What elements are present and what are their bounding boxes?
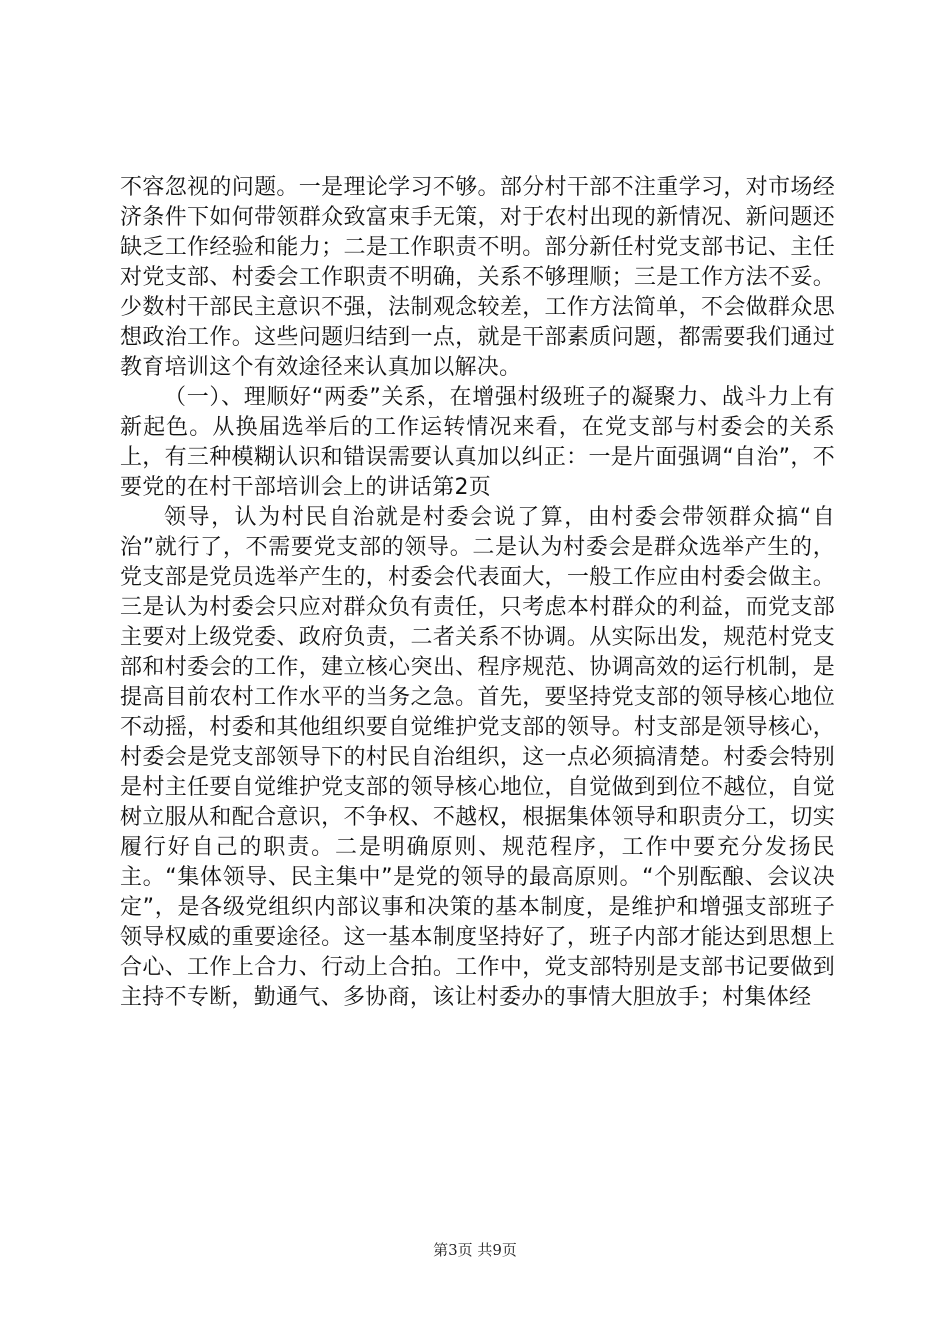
page-footer bbox=[0, 1239, 950, 1260]
paragraph-2: （一）、理顺好“两委”关系，在增强村级班子的凝聚力、战斗力上有新起色。从换届选举后的工作运转情况来看，在党支部与村委会的关系上，有三种模糊认识和错误需要认真加以纠正：一是片面强调“自治”，不要党的在村干部培训会上的讲话第2页 bbox=[120, 385, 835, 500]
paragraph-3: 领导，认为村民自治就是村委会说了算，由村委会带领群众搞“自治”就行了，不需要党支部的领导。二是认为村委会是群众选举产生的，党支部是党员选举产生的，村委会代表面大，一般工作应由村委会做主。三是认为村委会只应对群众负有责任，只考虑本村群众的利益，而党支部主要对上级党委、政府负责，二者关系不协调。从实际出发，规范村党支部和村委会的工作，建立核心突出、程序规范、协调高效的运行机制，是提高目前农村工作水平的当务之急。首先，要坚持党支部的领导核心地位不动摇，村委和其他组织要自觉维护党支部的领导。村支部是领导核心，村委会是党支部领导下的村民自治组织，这一点必须搞清楚。村委会特别是村主任要自觉维护党支部的领导核心地位，自觉做到到位不越位，自觉树立服从和配合意识，不争权、不越权，根据集体领导和职责分工，切实履行好自己的职责。二是明确原则、规范程序，工作中要充分发扬民主。“集体领导、民主集中”是党的领导的最高原则。“个别酝酿、会议决定”，是各级党组织内部议事和决策的基本制度，是维护和增强支部班子领导权威的重要途径。这一基本制度坚持好了，班子内部才能达到思想上合心、工作上合力、行动上合拍。工作中，党支部特别是支部书记要做到主持不专断，勤通气、多协商，该让村委办的事情大胆放手；村集体经 bbox=[120, 505, 835, 1010]
page-number-label: 第3页 共9页 bbox=[433, 1241, 517, 1259]
paragraph-1: 不容忽视的问题。一是理论学习不够。部分村干部不注重学习，对市场经济条件下如何带领群众致富束手无策，对于农村出现的新情况、新问题还缺乏工作经验和能力；二是工作职责不明。部分新任村党支部书记、主任对党支部、村委会工作职责不明确，关系不够理顺；三是工作方法不妥。少数村干部民主意识不强，法制观念较差，工作方法简单，不会做群众思想政治工作。这些问题归结到一点，就是干部素质问题，都需要我们通过教育培训这个有效途径来认真加以解决。 bbox=[120, 175, 835, 380]
document-body bbox=[120, 173, 835, 1013]
